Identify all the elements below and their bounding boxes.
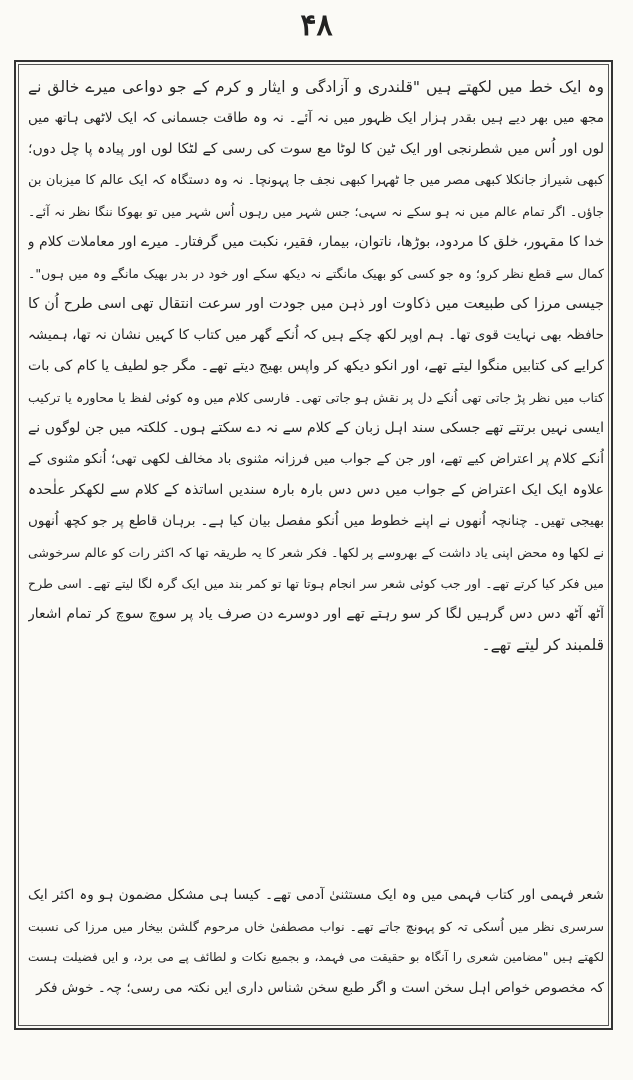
page-number: ۴۸ bbox=[300, 8, 333, 43]
text-line: کہ مخصوص خواص اہل سخن است و اگر طبع سخن شناس داری ایں نکتہ می رسی؛ چہ۔ خوش فکر bbox=[36, 980, 604, 996]
text-line: کمال سے قطع نظر کرو؛ وہ جو کسی کو بھیک مانگتے نہ دیکھ سکے اور خود در بدر بھیک مانگے وہ میں ہوں"۔ bbox=[28, 266, 604, 281]
text-line: مجھ میں بھر دیے ہیں بقدر ہزار ایک ظہور میں نہ آئے۔ نہ وہ طاقت جسمانی کہ ایک لاٹھی ہاتھ میں bbox=[28, 110, 604, 126]
text-line: آٹھ آٹھ دس دس گرہیں لگا کر سو رہتے تھے اور دوسرے دن صرف یاد پر سوچ سوچ کر تمام اشعار bbox=[28, 606, 604, 622]
text-line: میں فکر کیا کرتے تھے۔ اور جب کوئی شعر سر انجام ہوتا تھا تو کمر بند میں ایک گرہ لگا لیتے تھے۔ اسی طرح bbox=[28, 576, 604, 591]
paragraph-2 bbox=[28, 880, 604, 1004]
text-line: جاؤں۔ اگر تمام عالم میں نہ ہو سکے نہ سہی؛ جس شہر میں رہوں اُس شہر میں تو بھوکا ننگا نظر نہ آئے۔ bbox=[28, 204, 604, 219]
text-line: علاوہ ایک ایک اعتراض کے جواب میں دس دس بارہ بارہ سندیں اساتذہ کے کلام سے لکھکر علٰحدہ bbox=[28, 482, 604, 498]
text-line: بھیجی تھیں۔ چنانچہ اُنھوں نے اپنے خطوط میں اُنکو مفصل بیان کیا ہے۔ برہان قاطع پر جو کچھ اُنھوں bbox=[28, 513, 604, 529]
text-line: کبھی شیراز جانکلا کبھی مصر میں جا ٹھہرا کبھی نجف جا پہونچا۔ نہ وہ دستگاہ کہ ایک عالم کا میزبان بن bbox=[28, 173, 604, 188]
text-line: قلمبند کر لیتے تھے۔ bbox=[481, 636, 604, 654]
text-line: نے لکھا وہ محض اپنی یاد داشت کے بھروسے پر لکھا۔ فکر شعر کا یہ طریقہ تھا کہ اکثر رات کو عالم سرخوشی bbox=[28, 545, 604, 560]
text-line: ایسی نہیں برتتے تھے جسکی سند اہل زبان کے کلام سے نہ دے سکتے ہوں۔ کلکتہ میں جن لوگوں نے bbox=[28, 420, 604, 436]
paragraph-1 bbox=[28, 72, 604, 661]
text-line: حافظہ بھی نہایت قوی تھا۔ ہم اوپر لکھ چکے ہیں کہ اُنکے گھر میں کتاب کا کہیں نشان نہ تھا، ہمیشہ bbox=[28, 327, 604, 343]
text-line: کرایے کی کتابیں منگوا لیتے تھے، اور انکو دیکھ کر واپس بھیج دیتے تھے۔ مگر جو لطیف یا کام کی بات bbox=[28, 358, 604, 374]
text-line: شعر فہمی اور کتاب فہمی میں وہ ایک مستثنیٰ آدمی تھے۔ کیسا ہی مشکل مضمون ہو وہ اکثر ایک bbox=[28, 887, 604, 903]
text-line: جیسی مرزا کی طبیعت میں ذکاوت اور ذہن میں جودت اور سرعت انتقال تھی اسی طرح اُن کا bbox=[28, 296, 604, 312]
text-line: خدا کا مقہور، خلق کا مردود، بوڑھا، ناتوان، بیمار، فقیر، نکبت میں گرفتار۔ میرے اور معاملات کلام و bbox=[28, 234, 604, 250]
text-line: لوں اور اُس میں شطرنجی اور ایک ٹین کا لوٹا مع سوت کی رسی کے لٹکا لوں اور پیادہ پا چل دوں؛ bbox=[28, 141, 604, 157]
text-line: سرسری نظر میں اُسکی تہ کو پہونچ جاتے تھے۔ نواب مصطفیٰ خاں مرحوم گلشن بیخار میں مرزا کی نسبت bbox=[28, 919, 604, 934]
text-line: اُنکے کلام پر اعتراض کیے تھے، اور جن کے جواب میں فرزانہ مثنوی باد مخالف لکھی تھی؛ اُنکو مثنوی کے bbox=[28, 451, 604, 467]
text-line: وہ ایک خط میں لکھتے ہیں "قلندری و آزادگی و ایثار و کرم کے جو دواعی میرے خالق نے bbox=[28, 78, 604, 96]
text-line: لکھتے ہیں "مضامین شعری را آنگاہ بو حقیقت می فہمد، و بجمیع نکات و لطائف پے می برد، و ایں فضیلت ہست bbox=[28, 950, 604, 964]
text-line: کتاب میں نظر پڑ جاتی تھی اُنکے دل پر نقش ہو جاتی تھی۔ فارسی کلام میں وہ کوئی لفظ یا محاورہ یا ترکیب bbox=[28, 390, 604, 405]
